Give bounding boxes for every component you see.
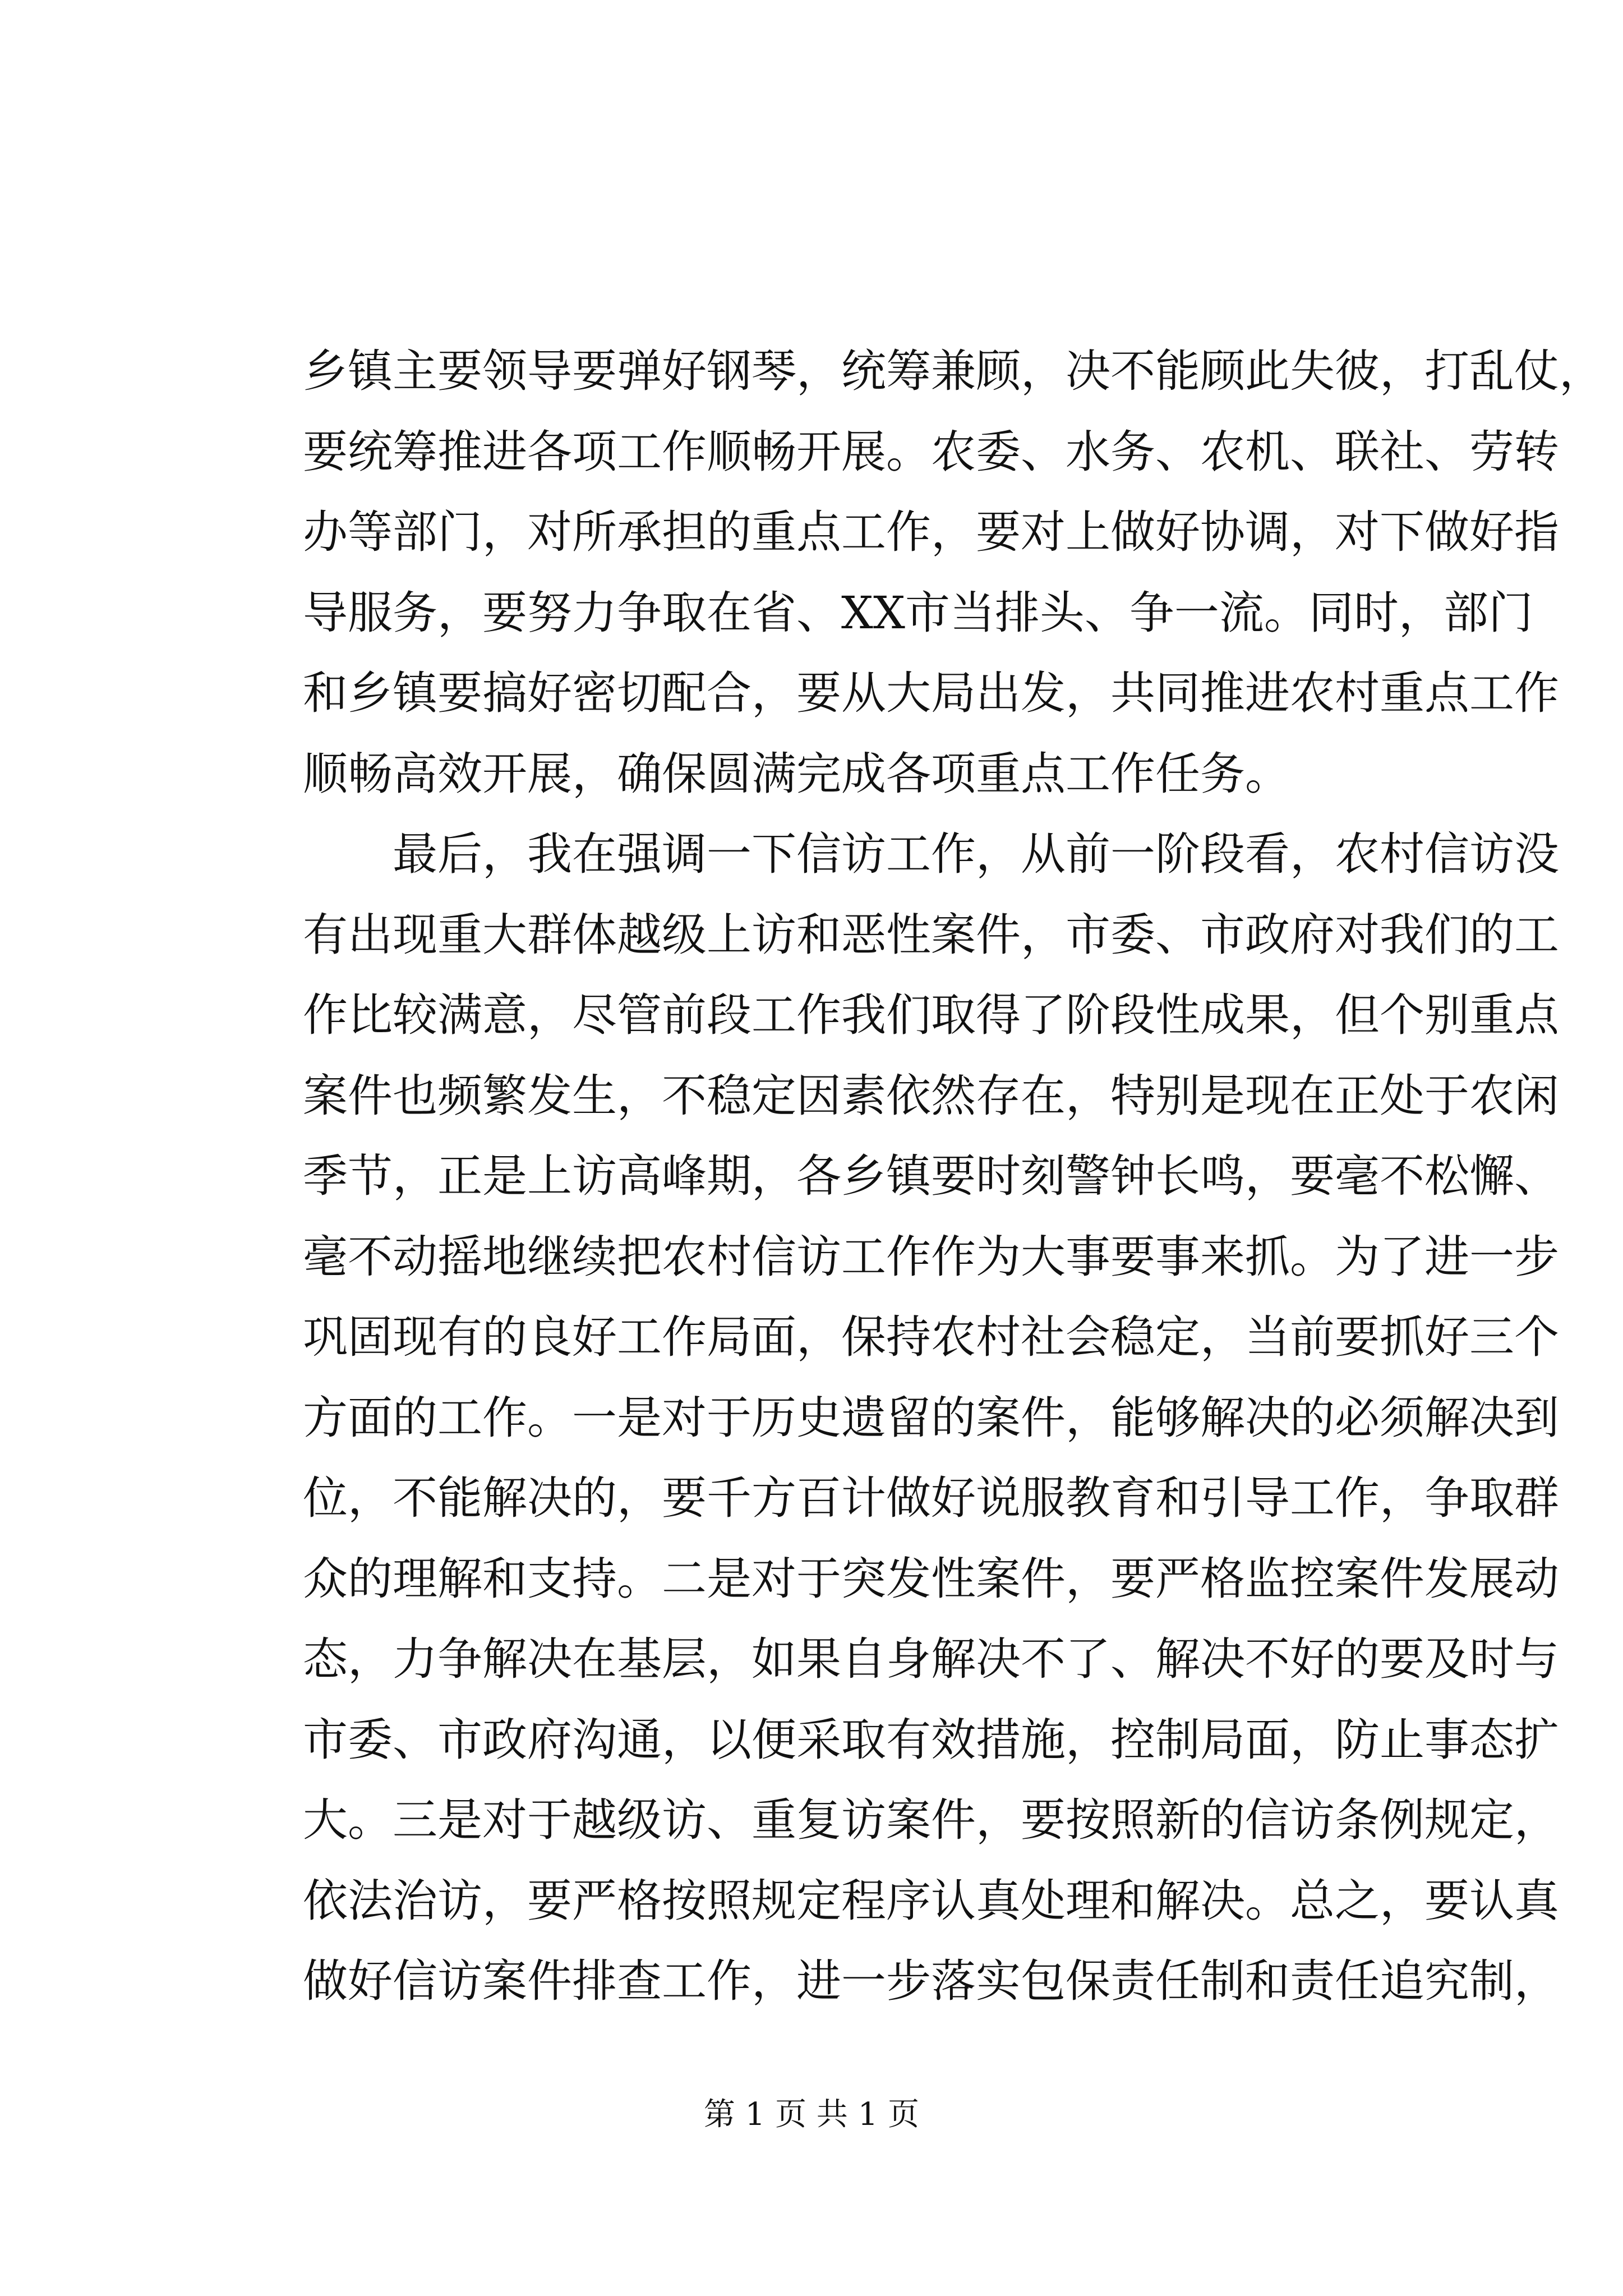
text-line: 案件也频繁发生，不稳定因素依然存在，特别是现在正处于农闲 <box>303 1069 1559 1122</box>
text-line: 做好信访案件排查工作，进一步落实包保责任制和责任追究制， <box>303 1955 1559 2007</box>
text-line: 乡镇主要领导要弹好钢琴，统筹兼顾，决不能顾此失彼，打乱仗， <box>303 345 1604 397</box>
text-line: 最后，我在强调一下信访工作，从前一阶段看，农村信访没 <box>393 828 1559 880</box>
text-line: 大。三是对于越级访、重复访案件，要按照新的信访条例规定， <box>303 1794 1559 1846</box>
text-line: 市委、市政府沟通，以便采取有效措施，控制局面，防止事态扩 <box>303 1713 1559 1766</box>
text-line: 顺畅高效开展，确保圆满完成各项重点工作任务。 <box>303 747 1290 800</box>
text-line: 要统筹推进各项工作顺畅开展。农委、水务、农机、联社、劳转 <box>303 425 1559 478</box>
text-line: 众的理解和支持。二是对于突发性案件，要严格监控案件发展动 <box>303 1552 1559 1605</box>
text-line: 方面的工作。一是对于历史遗留的案件，能够解决的必须解决到 <box>303 1391 1559 1444</box>
text-line: 巩固现有的良好工作局面，保持农村社会稳定，当前要抓好三个 <box>303 1311 1559 1363</box>
text-line: 季节，正是上访高峰期，各乡镇要时刻警钟长鸣，要毫不松懈、 <box>303 1150 1559 1202</box>
page-number-label: 第 1 页 共 1 页 <box>703 2096 920 2133</box>
text-line: 办等部门，对所承担的重点工作，要对上做好协调，对下做好指 <box>303 506 1559 558</box>
text-line: 作比较满意，尽管前段工作我们取得了阶段性成果，但个别重点 <box>303 989 1559 1041</box>
text-line: 毫不动摇地继续把农村信访工作作为大事要事来抓。为了进一步 <box>303 1230 1559 1283</box>
text-line: 依法治访，要严格按照规定程序认真处理和解决。总之，要认真 <box>303 1874 1559 1927</box>
text-line: 和乡镇要搞好密切配合，要从大局出发，共同推进农村重点工作 <box>303 667 1559 719</box>
text-line: 位，不能解决的，要千方百计做好说服教育和引导工作，争取群 <box>303 1472 1559 1524</box>
text-line: 态，力争解决在基层，如果自身解决不了、解决不好的要及时与 <box>303 1633 1559 1685</box>
body-text <box>303 331 1604 2022</box>
text-line: 有出现重大群体越级上访和恶性案件，市委、市政府对我们的工 <box>303 908 1559 961</box>
page-footer <box>0 2092 1623 2137</box>
text-line: 导服务，要努力争取在省、XX市当排头、争一流。同时，部门 <box>303 586 1533 639</box>
